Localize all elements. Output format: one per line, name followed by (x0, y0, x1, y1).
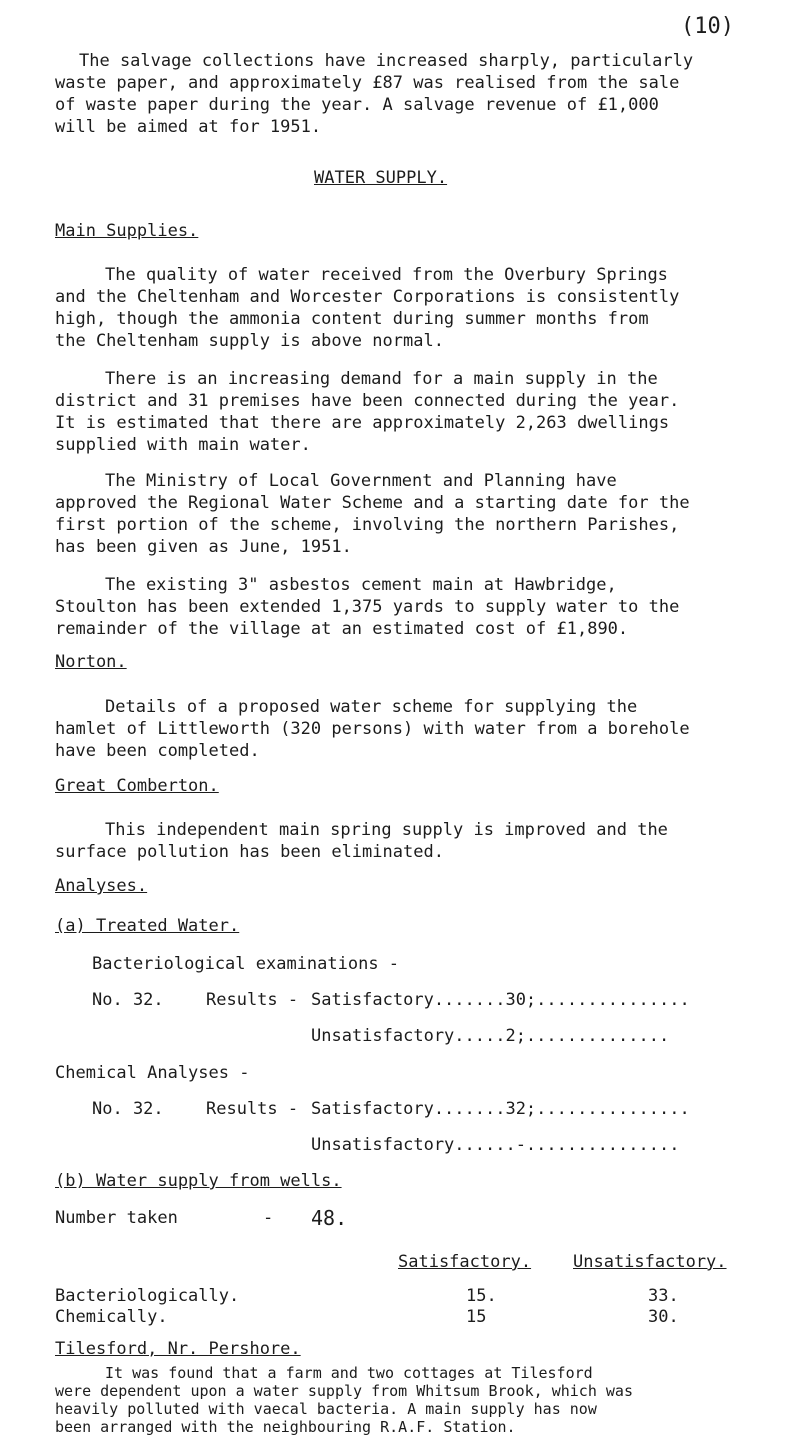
great-comberton-paragraph: This independent main spring supply is improved and the surface pollution has been eliminated. (55, 820, 668, 862)
main-supplies-heading: Main Supplies. (55, 221, 199, 241)
analyses-heading: Analyses. (55, 876, 148, 896)
wells-row-label: Bacteriologically. (55, 1286, 240, 1306)
number-taken-label: Number taken (55, 1208, 178, 1228)
treated-water-heading: (a) Treated Water. (55, 916, 240, 936)
wells-row-unsatisfactory: 30. (648, 1307, 679, 1327)
chemical-results-label: Results - (206, 1099, 299, 1119)
wells-row-label: Chemically. (55, 1307, 168, 1327)
chemical-analyses-label: Chemical Analyses - (55, 1063, 250, 1083)
wells-row-satisfactory: 15. (466, 1286, 497, 1306)
tilesford-heading: Tilesford, Nr. Pershore. (55, 1339, 301, 1359)
bacteriological-count: No. 32. (92, 990, 164, 1010)
bacteriological-results-label: Results - (206, 990, 299, 1010)
bacteriological-unsatisfactory: Unsatisfactory.....2;.............. (311, 1026, 670, 1046)
ministry-paragraph: The Ministry of Local Government and Planning have approved the Regional Water Scheme and a starting date for the first portion of the scheme, involving the northern Parishes, has been given as June, 1951. (55, 471, 690, 557)
demand-paragraph: There is an increasing demand for a main supply in the district and 31 premises have been connected during the year. It is estimated that there are approximately 2,263 dwellings supplied with main water. (55, 369, 680, 455)
number-taken-value: 48. (311, 1206, 348, 1230)
norton-paragraph: Details of a proposed water scheme for supplying the hamlet of Littleworth (320 persons) with water from a borehole have been completed. (55, 697, 690, 761)
number-taken-dash: - (263, 1208, 274, 1228)
norton-heading: Norton. (55, 652, 127, 672)
chemical-unsatisfactory: Unsatisfactory......-............... (311, 1135, 680, 1155)
great-comberton-heading: Great Comberton. (55, 776, 219, 796)
water-supply-heading: WATER SUPPLY. (314, 168, 448, 188)
water-quality-paragraph: The quality of water received from the Overbury Springs and the Cheltenham and Worcester Corporations is consistently high, though the ammonia content during summer months from the Cheltenham supply is above normal. (55, 265, 680, 351)
wells-unsatisfactory-column-header: Unsatisfactory. (573, 1252, 727, 1272)
wells-row-satisfactory: 15 (466, 1307, 487, 1327)
page-number: (10) (681, 14, 734, 39)
bacteriological-satisfactory: Satisfactory.......30;............... (311, 990, 690, 1010)
salvage-paragraph: The salvage collections have increased sharply, particularly waste paper, and approximately £87 was realised from the sale of waste paper during the year. A salvage revenue of £1,000 will be aimed at for 1951. (55, 51, 694, 137)
asbestos-main-paragraph: The existing 3" asbestos cement main at Hawbridge, Stoulton has been extended 1,375 yards to supply water to the remainder of the village at an estimated cost of £1,890. (55, 575, 680, 639)
wells-row-unsatisfactory: 33. (648, 1286, 679, 1306)
chemical-count: No. 32. (92, 1099, 164, 1119)
chemical-satisfactory: Satisfactory.......32;............... (311, 1099, 690, 1119)
wells-heading: (b) Water supply from wells. (55, 1171, 342, 1191)
tilesford-paragraph: It was found that a farm and two cottages at Tilesford were dependent upon a water supply from Whitsum Brook, which was heavily polluted with vaecal bacteria. A main supply has now been arranged with the neighbouring R.A.F. Station. (55, 1364, 633, 1436)
bacteriological-label: Bacteriological examinations - (92, 954, 400, 974)
wells-satisfactory-column-header: Satisfactory. (398, 1252, 532, 1272)
